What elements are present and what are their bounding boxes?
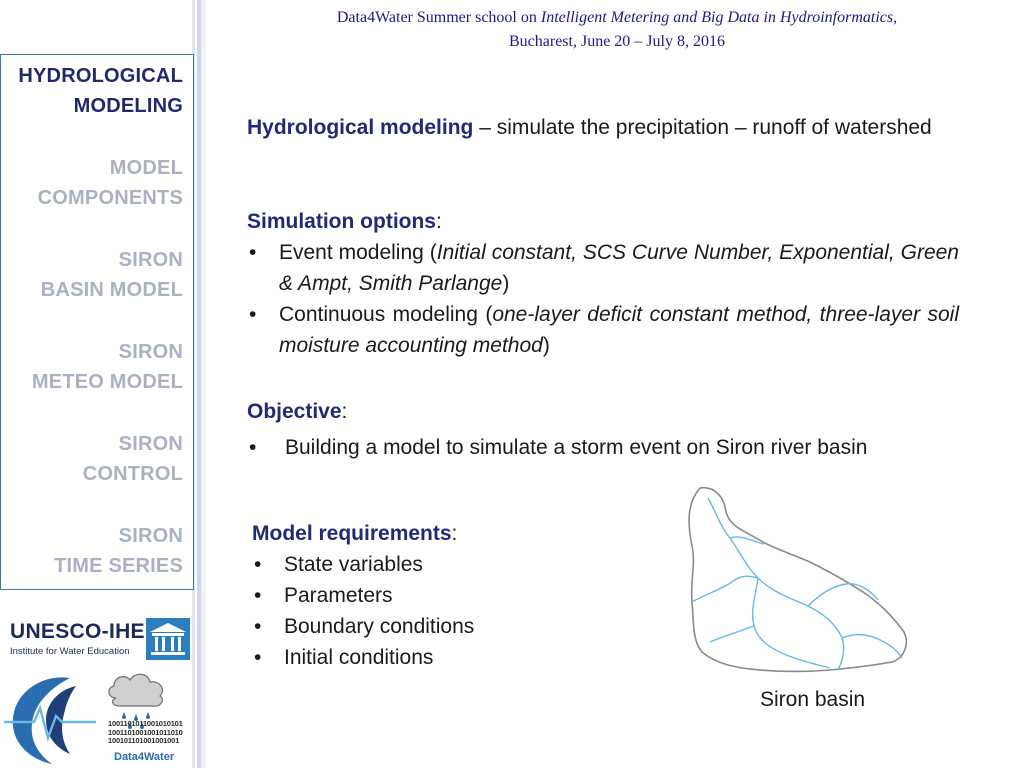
rain-cloud-icon xyxy=(109,674,163,706)
nav-label: METEO MODEL xyxy=(31,371,183,393)
heading-colon: : xyxy=(341,400,348,423)
objective-heading: Objective xyxy=(247,400,342,423)
bullet-objective: • Building a model to simulate a storm event on Siron river basin xyxy=(247,432,959,463)
nav-label: SIRON xyxy=(118,433,183,455)
page-header xyxy=(210,6,1024,54)
unesco-ihe-wordmark: UNESCO-IHE xyxy=(10,620,145,643)
nav-label: CONTROL xyxy=(82,463,183,485)
nav-label: COMPONENTS xyxy=(37,187,183,209)
intro-text: – simulate the precipitation – runoff of watershed xyxy=(473,116,932,139)
binary-line: 100101101001001001 xyxy=(108,736,180,746)
binary-line: 1001101001001011010 xyxy=(108,727,183,737)
temple-icon xyxy=(146,618,190,660)
intro-term: Hydrological modeling xyxy=(247,116,474,139)
unesco-ihe-subtitle: Institute for Water Education xyxy=(10,646,130,657)
nav-item-hydrological-modeling[interactable] xyxy=(18,61,183,121)
rain-drop-icon xyxy=(122,712,126,719)
nav-label: TIME SERIES xyxy=(54,555,183,577)
rail-divider xyxy=(192,0,206,768)
nav-label: SIRON xyxy=(118,341,183,363)
bullet-methods: one-layer deficit constant method, three-layer soil moisture accounting method xyxy=(279,303,959,357)
bullet-continuous-modeling xyxy=(247,299,959,361)
bullet-close: ) xyxy=(542,334,550,357)
heading-colon: : xyxy=(451,522,458,545)
list-item: • State variables xyxy=(252,549,474,580)
objective-section xyxy=(247,396,959,463)
bullet-event-modeling xyxy=(247,237,959,299)
simulation-heading: Simulation options xyxy=(247,210,436,233)
nav-label: SIRON xyxy=(118,525,183,547)
nav-item-model-components[interactable] xyxy=(38,153,183,213)
siron-basin-map xyxy=(680,482,910,682)
basin-outline xyxy=(689,488,906,672)
nav-label: HYDROLOGICAL xyxy=(18,65,183,87)
bullet-text: Continuous modeling ( xyxy=(279,303,493,326)
nav-label: MODEL xyxy=(109,157,183,179)
nav-item-siron-basin-model[interactable] xyxy=(41,245,183,305)
bullet-close: ) xyxy=(502,272,510,295)
list-item: • Initial conditions xyxy=(252,642,474,673)
nav-label: SIRON xyxy=(118,249,183,271)
simulation-options xyxy=(247,206,959,361)
data4water-wordmark: Data4Water xyxy=(114,751,175,763)
unesco-ihe-logo xyxy=(10,618,190,662)
nav-item-siron-time-series[interactable] xyxy=(54,521,183,581)
header-line-1 xyxy=(210,6,1024,30)
header-line-2: Bucharest, June 20 – July 8, 2016 xyxy=(509,33,725,50)
nav-item-siron-control[interactable] xyxy=(83,429,183,489)
binary-text xyxy=(108,720,183,746)
header-comma: , xyxy=(893,9,898,26)
list-item: • Boundary conditions xyxy=(252,611,474,642)
nav-label: BASIN MODEL xyxy=(40,279,183,301)
heading-colon: : xyxy=(436,210,442,233)
rain-drop-icon xyxy=(146,712,150,719)
intro-paragraph xyxy=(247,112,959,143)
header-event-title: Intelligent Metering and Big Data in Hydroinformatics xyxy=(540,9,894,26)
header-event-prefix: Data4Water Summer school on xyxy=(336,9,541,26)
requirements-heading: Model requirements xyxy=(252,522,452,545)
figure-caption: Siron basin xyxy=(760,688,866,711)
nav-item-siron-meteo-model[interactable] xyxy=(32,337,183,397)
model-requirements xyxy=(252,518,474,673)
bullet-text: Event modeling ( xyxy=(279,241,437,264)
section-nav xyxy=(0,54,194,590)
bullet-methods: Initial constant, SCS Curve Number, Exponential, Green & Ampt, Smith Parlange xyxy=(279,241,959,295)
list-item: • Parameters xyxy=(252,580,474,611)
binary-line: 1001101011001010101 xyxy=(108,719,183,728)
nav-label: MODELING xyxy=(73,95,183,117)
